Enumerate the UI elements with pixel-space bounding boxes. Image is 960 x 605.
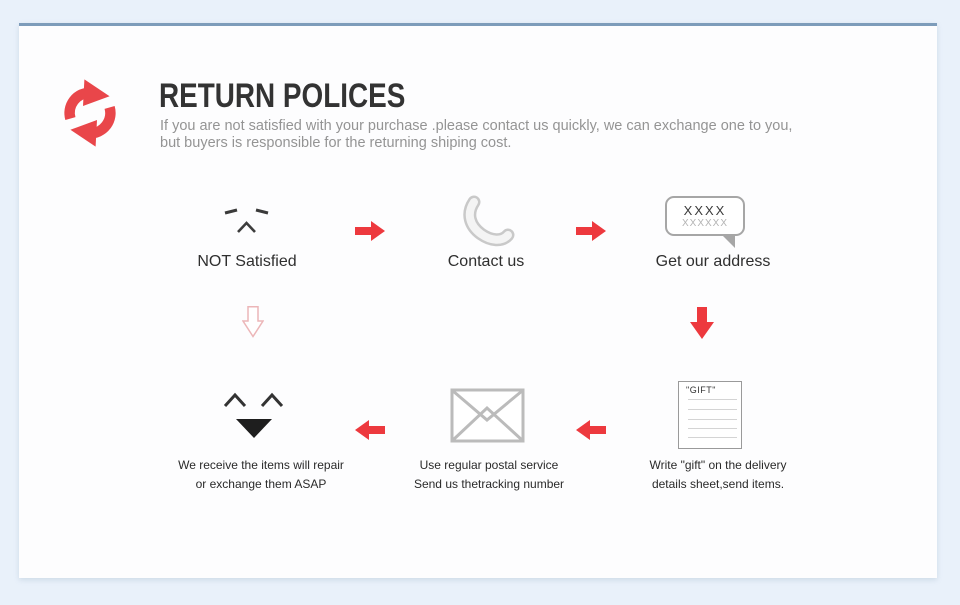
return-policies-panel xyxy=(19,23,937,578)
sheet-line xyxy=(688,419,737,420)
arrow-left-icon xyxy=(576,420,606,440)
step-label-get-our-address: Get our address xyxy=(655,253,771,270)
refresh-icon xyxy=(55,76,125,150)
arrow-left-icon xyxy=(355,420,385,440)
arrow-right-icon xyxy=(576,221,606,241)
note-line-2: details sheet,send items. xyxy=(651,477,785,491)
arrow-right-icon xyxy=(355,221,385,241)
envelope-icon xyxy=(450,388,525,443)
step-note-write-gift xyxy=(598,456,838,494)
subtitle-line-1: If you are not satisfied with your purchase .please contact us quickly, we can exchange one to you, xyxy=(160,118,793,134)
note-line-1: We receive the items will repair xyxy=(178,458,344,472)
phone-icon xyxy=(453,192,517,248)
note-line-2: Send us thetracking number xyxy=(413,477,565,491)
sad-face-icon xyxy=(210,202,282,240)
note-line-1: Write "gift" on the delivery xyxy=(649,458,787,472)
step-note-postal xyxy=(369,456,609,494)
sheet-line xyxy=(688,428,737,429)
step-note-receive xyxy=(141,456,381,494)
gift-sheet-label: "GIFT" xyxy=(686,385,716,395)
page-title: RETURN POLICES xyxy=(159,77,406,115)
sheet-line xyxy=(688,399,737,400)
bubble-tail xyxy=(723,236,735,248)
step-label-not-satisfied: NOT Satisfied xyxy=(197,253,297,270)
gift-sheet-icon xyxy=(678,381,742,449)
arrow-down-hollow-icon xyxy=(242,306,264,338)
arrow-down-solid-icon xyxy=(690,307,714,340)
speech-bubble-box xyxy=(665,196,745,236)
subtitle-line-2: but buyers is responsible for the returning shiping cost. xyxy=(160,134,512,151)
note-line-1: Use regular postal service xyxy=(419,458,559,472)
happy-face-icon xyxy=(217,390,291,442)
note-line-2: or exchange them ASAP xyxy=(195,477,327,491)
page-subtitle xyxy=(160,118,792,151)
speech-bubble-icon xyxy=(665,196,753,252)
bubble-text-line1: XXXX xyxy=(683,203,727,218)
sheet-line xyxy=(688,437,737,438)
step-label-contact-us: Contact us xyxy=(447,253,525,270)
bubble-text-line2: XXXXXX xyxy=(681,218,729,229)
sheet-line xyxy=(688,409,737,410)
